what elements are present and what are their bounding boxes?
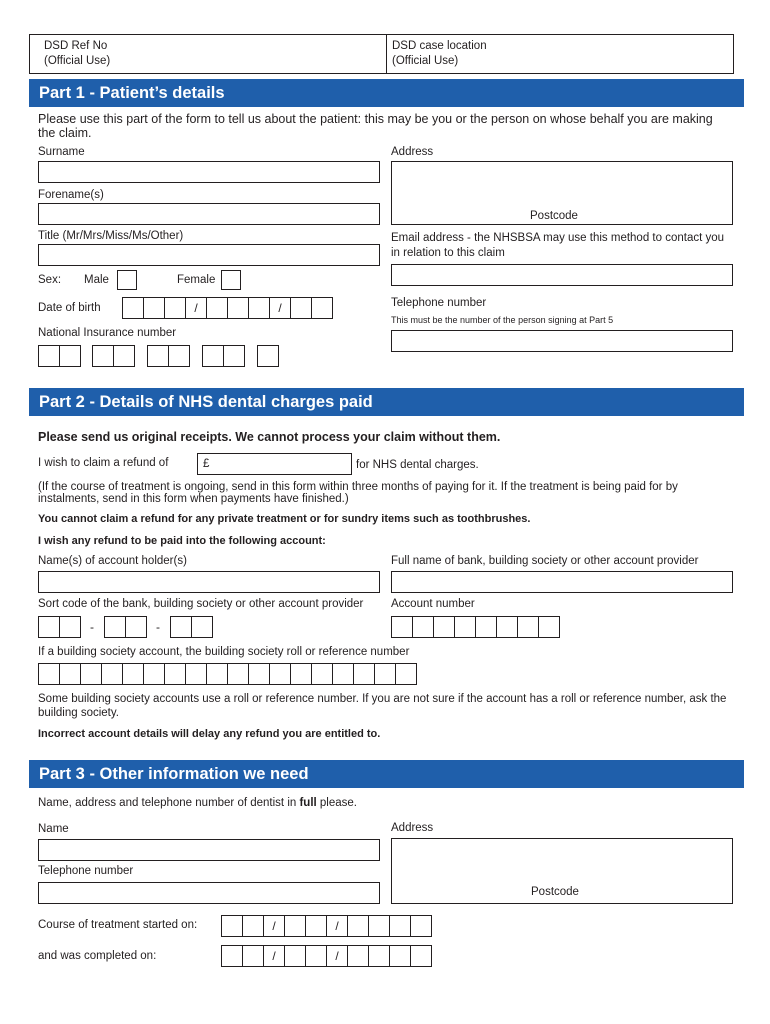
roll-cell[interactable] [374, 663, 396, 685]
ni-cells-4[interactable] [202, 345, 244, 367]
account-holder-input[interactable] [38, 571, 380, 593]
dentist-intro-c: please. [316, 797, 357, 809]
paid-into-note: I wish any refund to be paid into the following account: [38, 535, 326, 547]
dentist-telephone-label: Telephone number [38, 865, 134, 877]
sort-code-cell[interactable] [191, 616, 213, 638]
ni-cells-3[interactable] [147, 345, 189, 367]
roll-cell[interactable] [122, 663, 144, 685]
date-cell[interactable] [284, 915, 306, 937]
roll-number-label: If a building society account, the building society roll or reference number [38, 646, 410, 658]
date-cell[interactable] [410, 915, 432, 937]
part1-heading: Part 1 - Patient’s details [29, 79, 744, 107]
incorrect-details-note: Incorrect account details will delay any refund you are entitled to. [38, 728, 381, 740]
dob-cell[interactable] [206, 297, 228, 319]
account-number-cell[interactable] [475, 616, 497, 638]
dob-cell[interactable] [290, 297, 312, 319]
for-charges-label: for NHS dental charges. [356, 459, 479, 471]
ni-cell[interactable] [92, 345, 114, 367]
dob-cell[interactable] [311, 297, 333, 319]
ni-cell[interactable] [202, 345, 224, 367]
dob-cell[interactable] [248, 297, 270, 319]
dob-cell[interactable] [122, 297, 144, 319]
sort-code-cells[interactable] [38, 616, 212, 638]
telephone-note: This must be the number of the person signing at Part 5 [391, 315, 614, 325]
pound-sign: £ [203, 458, 210, 470]
account-number-cell[interactable] [517, 616, 539, 638]
male-label: Male [84, 274, 109, 286]
dentist-telephone-input[interactable] [38, 882, 380, 904]
postcode-label: Postcode [530, 210, 578, 222]
dentist-intro-a: Name, address and telephone number of dentist in [38, 797, 300, 809]
telephone-input[interactable] [391, 330, 733, 352]
dob-cell[interactable] [143, 297, 165, 319]
ni-cell[interactable] [147, 345, 169, 367]
dentist-name-input[interactable] [38, 839, 380, 861]
roll-cell[interactable] [395, 663, 417, 685]
title-input[interactable] [38, 244, 380, 266]
sort-code-label: Sort code of the bank, building society or other account provider [38, 598, 364, 610]
date-cell[interactable] [221, 945, 243, 967]
account-number-cell[interactable] [496, 616, 518, 638]
date-cell[interactable] [284, 945, 306, 967]
dob-label: Date of birth [38, 302, 101, 314]
email-label: Email address - the NHSBSA may use this method to contact you in relation to this claim [391, 232, 725, 259]
sort-code-cell[interactable] [38, 616, 60, 638]
dob-cell-sep: / [185, 297, 207, 319]
ni-cells-1[interactable] [38, 345, 80, 367]
date-cell[interactable] [368, 945, 390, 967]
dentist-intro-b: full [299, 797, 317, 809]
sort-code-cell[interactable] [104, 616, 126, 638]
forenames-label: Forename(s) [38, 189, 104, 201]
roll-cell[interactable] [143, 663, 165, 685]
sort-code-cell[interactable] [125, 616, 147, 638]
account-number-cell[interactable] [454, 616, 476, 638]
ni-cell[interactable] [223, 345, 245, 367]
dob-cell[interactable] [164, 297, 186, 319]
bank-name-label: Full name of bank, building society or other account provider [391, 555, 699, 567]
treatment-completed-label: and was completed on: [38, 950, 157, 962]
receipts-note: Please send us original receipts. We cannot process your claim without them. [38, 430, 501, 444]
no-private-note: You cannot claim a refund for any private treatment or for sundry items such as toothbrushes. [38, 513, 531, 525]
treatment-started-cells[interactable] [221, 915, 431, 937]
treatment-started-label: Course of treatment started on: [38, 919, 198, 931]
claim-refund-label: I wish to claim a refund of [38, 457, 169, 469]
dentist-name-label: Name [38, 823, 69, 835]
dsd-location-sub: (Official Use) [392, 55, 459, 67]
date-cell[interactable] [305, 915, 327, 937]
account-number-cells[interactable] [391, 616, 559, 638]
account-number-cell[interactable] [391, 616, 413, 638]
date-cell[interactable] [242, 945, 264, 967]
date-cell[interactable] [242, 915, 264, 937]
roll-cell[interactable] [332, 663, 354, 685]
surname-label: Surname [38, 146, 85, 158]
roll-cell[interactable] [227, 663, 249, 685]
date-cell-sep: / [263, 945, 285, 967]
address-label: Address [391, 146, 434, 158]
roll-cell[interactable] [311, 663, 333, 685]
date-cell[interactable] [389, 945, 411, 967]
roll-cell[interactable] [38, 663, 60, 685]
telephone-label: Telephone number [391, 297, 487, 309]
sort-code-sep: - [156, 620, 160, 634]
female-label: Female [177, 274, 216, 286]
male-checkbox[interactable] [117, 270, 137, 290]
dob-cell-sep: / [269, 297, 291, 319]
roll-cell[interactable] [59, 663, 81, 685]
dsd-ref-sub: (Official Use) [44, 55, 111, 67]
roll-cell[interactable] [248, 663, 270, 685]
roll-cell[interactable] [353, 663, 375, 685]
ni-label: National Insurance number [38, 327, 177, 339]
title-label: Title (Mr/Mrs/Miss/Ms/Other) [38, 230, 184, 242]
date-cell[interactable] [410, 945, 432, 967]
forenames-input[interactable] [38, 203, 380, 225]
bank-name-input[interactable] [391, 571, 733, 593]
part2-heading: Part 2 - Details of NHS dental charges paid [29, 388, 744, 416]
ni-cells-2[interactable] [92, 345, 134, 367]
ongoing-note: (If the course of treatment is ongoing, send in this form within three months of paying for it. If the treatment is being paid for by instalments, send in this form when payments have finished.) [38, 481, 678, 505]
date-cell[interactable] [347, 915, 369, 937]
treatment-completed-cells[interactable] [221, 945, 431, 967]
ni-cell[interactable] [38, 345, 60, 367]
sort-code-cell[interactable] [59, 616, 81, 638]
date-cell-sep: / [326, 915, 348, 937]
email-input[interactable] [391, 264, 733, 286]
ni-cell[interactable] [59, 345, 81, 367]
dentist-postcode-label: Postcode [531, 886, 579, 898]
ni-cells-5[interactable] [257, 345, 278, 367]
refund-amount-input[interactable] [197, 453, 352, 475]
dob-cells[interactable] [122, 297, 332, 319]
account-holder-label: Name(s) of account holder(s) [38, 555, 187, 567]
dob-cell[interactable] [227, 297, 249, 319]
roll-cell[interactable] [101, 663, 123, 685]
date-cell[interactable] [221, 915, 243, 937]
account-number-label: Account number [391, 598, 475, 610]
sort-code-sep: - [90, 620, 94, 634]
dentist-address-label: Address [391, 822, 434, 834]
roll-cell[interactable] [269, 663, 291, 685]
date-cell-sep: / [326, 945, 348, 967]
account-number-cell[interactable] [433, 616, 455, 638]
dsd-location-label: DSD case location [392, 40, 487, 52]
date-cell[interactable] [368, 915, 390, 937]
surname-input[interactable] [38, 161, 380, 183]
female-checkbox[interactable] [221, 270, 241, 290]
ni-cell[interactable] [113, 345, 135, 367]
roll-number-cells[interactable] [38, 663, 416, 685]
date-cell-sep: / [263, 915, 285, 937]
date-cell[interactable] [305, 945, 327, 967]
roll-cell[interactable] [290, 663, 312, 685]
sex-label: Sex: [38, 274, 62, 286]
account-number-cell[interactable] [412, 616, 434, 638]
dsd-ref-label: DSD Ref No [44, 40, 108, 52]
date-cell[interactable] [389, 915, 411, 937]
roll-cell[interactable] [80, 663, 102, 685]
part3-heading: Part 3 - Other information we need [29, 760, 744, 788]
ni-cell[interactable] [168, 345, 190, 367]
roll-number-note: Some building society accounts use a roll or reference number. If you are not sure if the account has a roll or reference number, ask the building society. [38, 693, 727, 719]
roll-cell[interactable] [185, 663, 207, 685]
ni-cell[interactable] [257, 345, 279, 367]
account-number-cell[interactable] [538, 616, 560, 638]
sort-code-cell[interactable] [170, 616, 192, 638]
roll-cell[interactable] [206, 663, 228, 685]
date-cell[interactable] [347, 945, 369, 967]
part1-intro: Please use this part of the form to tell us about the patient: this may be you or the person on whose behalf you are making the claim. [38, 112, 713, 140]
roll-cell[interactable] [164, 663, 186, 685]
dentist-intro [38, 796, 357, 810]
